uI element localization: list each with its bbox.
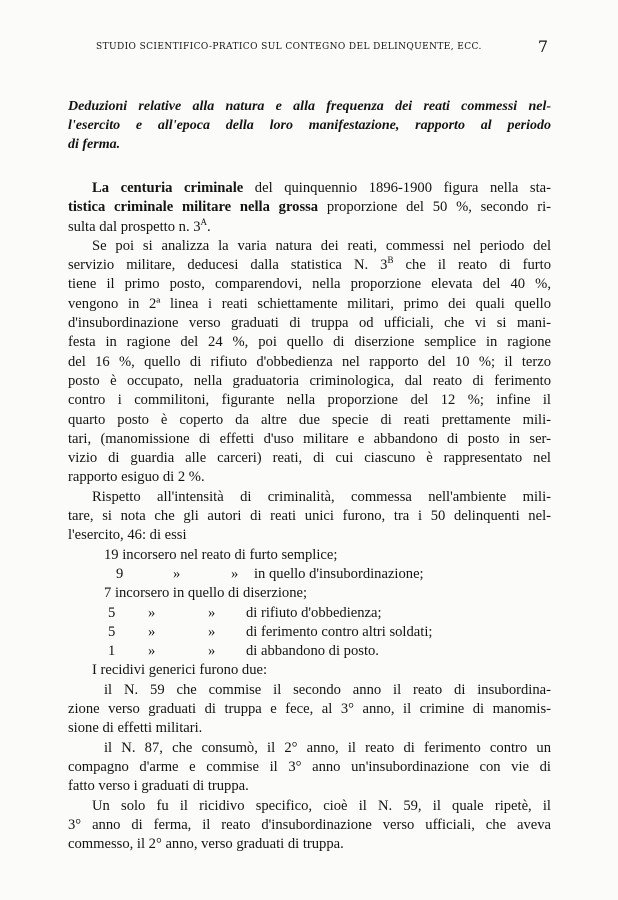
list-item: 7 incorsero in quello di diserzione; (104, 585, 308, 602)
running-header (96, 37, 548, 56)
paragraph-6: il N. 87, che consumò, il 2° anno, il reato di ferimento contro un compagno d'arme e commise il 3° anno un'insubordinazione con vie di fatto verso i graduati di truppa. (68, 739, 551, 795)
offence-list (68, 546, 551, 662)
list-item: 5 » » di rifiuto d'obbedienza; (108, 604, 382, 621)
paragraph-1: La centuria criminale del quinquennio 1896-1900 figura nella sta- tistica criminale militare nella grossa proporzione del 50 %, secondo ri- sulta dal prospetto n. $3^A$. (68, 180, 551, 235)
running-title: STUDIO SCIENTIFICO-PRATICO SUL CONTEGNO DEL DELINQUENTE, ECC. (96, 42, 482, 52)
list-item: 5 » » di ferimento contro altri soldati; (108, 623, 433, 640)
page-body (68, 97, 551, 854)
page-number: 7 (537, 37, 548, 56)
list-item: 1 » » di abbandono di posto. (108, 643, 379, 660)
list-item: 9 » » in quello d'insubordinazione; (116, 565, 424, 582)
paragraph-3: Rispetto all'intensità di criminalità, commessa nell'ambiente mili- tare, si nota che gli autori di reati unici furono, tra i 50 delinquenti nel- l'esercito, 46: di essi (68, 488, 551, 544)
paragraph-4: I recidivi generici furono due: (92, 662, 268, 679)
paragraph-2: Se poi si analizza la varia natura dei reati, commessi nel periodo del servizio militare, deducesi dalla statistica N. $3^B$ che il reato di furto tiene il primo posto, comparendovi, nella proporzione elevata del 40 %, vengono in 2ª linea i reati schiettamente militari, primo dei quali quello d'insubordinazione verso graduati di truppa od ufficiali, che vi si mani- festa in ragione del 24 %, poi quello di diserzione semplice in ragione del 16 %, quello di rifiuto d'obbedienza nel rapporto del 10 %; il terzo posto è occupato, nella graduatoria criminologica, dal reato di ferimento contro i commilitoni, figurante nella proporzione del 12 %; infine il quarto posto è coperto da altre due specie di reati prettamente mili- tari, (manomissione di effetti d'uso militare e abbandono di posto in ser- vizio di guardia alle carceri) reati, di cui ciascuno è rappresentato nel rapporto esiguo di 2 %. (68, 237, 551, 486)
paragraph-5: il N. 59 che commise il secondo anno il reato di insubordina- zione verso graduati di truppa e fece, al 3° anno, il crimine di manomis- sione di effetti militari. (68, 681, 551, 737)
paragraph-7: Un solo fu il ricidivo specifico, cioè il N. 59, il quale ripetè, il 3° anno di ferma, il reato d'insubordinazione verso ufficiali, che aveva commesso, il 2° anno, verso graduati di truppa. (68, 797, 551, 853)
list-item: 19 incorsero nel reato di furto semplice; (104, 546, 338, 563)
section-title: Deduzioni relative alla natura e alla frequenza dei reati commessi nel- l'esercito e all'epoca della loro manifestazione, rapporto al periodo di ferma. (68, 99, 551, 152)
